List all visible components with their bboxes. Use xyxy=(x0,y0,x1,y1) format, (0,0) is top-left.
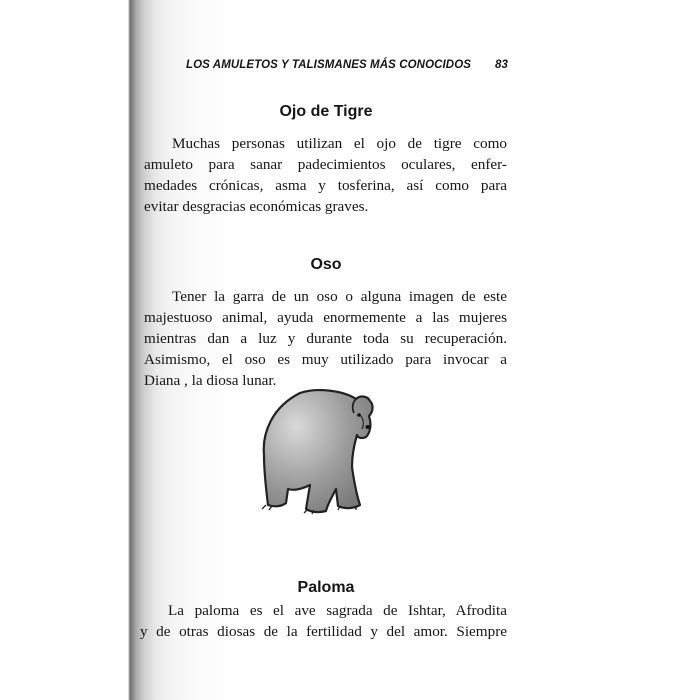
paragraph-oso xyxy=(144,286,507,391)
paragraph-line: Tener la garra de un oso o alguna imagen de este xyxy=(172,288,507,305)
bear-illustration xyxy=(256,385,386,515)
paragraph-line: mientras dan a luz y durante toda su recuperación. xyxy=(144,330,507,347)
section-title: Paloma xyxy=(297,579,355,596)
paragraph-line: y de otras diosas de la fertilidad y del amor. Siempre xyxy=(140,623,507,640)
paragraph-line: amuleto para sanar padecimientos oculares, enfer- xyxy=(144,156,507,173)
paragraph-line: Muchas personas utilizan el ojo de tigre como xyxy=(172,135,507,152)
paragraph-paloma xyxy=(140,600,507,642)
paragraph-line: medades crónicas, asma y tosferina, así como para xyxy=(144,177,507,194)
bear-nose-icon xyxy=(365,425,370,429)
section-title: Ojo de Tigre xyxy=(279,103,373,120)
paragraph-line: La paloma es el ave sagrada de Ishtar, Afrodita xyxy=(168,602,507,619)
section-title: Oso xyxy=(310,256,342,273)
paragraph-line: Diana , la diosa lunar. xyxy=(144,372,277,389)
running-header xyxy=(186,59,508,71)
section-heading-ojo-de-tigre xyxy=(145,103,507,127)
running-title: LOS AMULETOS Y TALISMANES MÁS CONOCIDOS xyxy=(186,59,472,71)
paragraph-ojo-de-tigre xyxy=(144,133,507,217)
paragraph-line: evitar desgracias económicas graves. xyxy=(144,198,369,215)
paragraph-line: Asimismo, el oso es muy utilizado para invocar a xyxy=(144,351,507,368)
bear-eye-icon xyxy=(357,413,361,417)
section-heading-oso xyxy=(145,256,507,280)
page-number: 83 xyxy=(495,59,508,71)
paragraph-line: majestuoso animal, ayuda enormemente a las mujeres xyxy=(144,309,507,326)
bear-body-shape xyxy=(264,390,373,512)
